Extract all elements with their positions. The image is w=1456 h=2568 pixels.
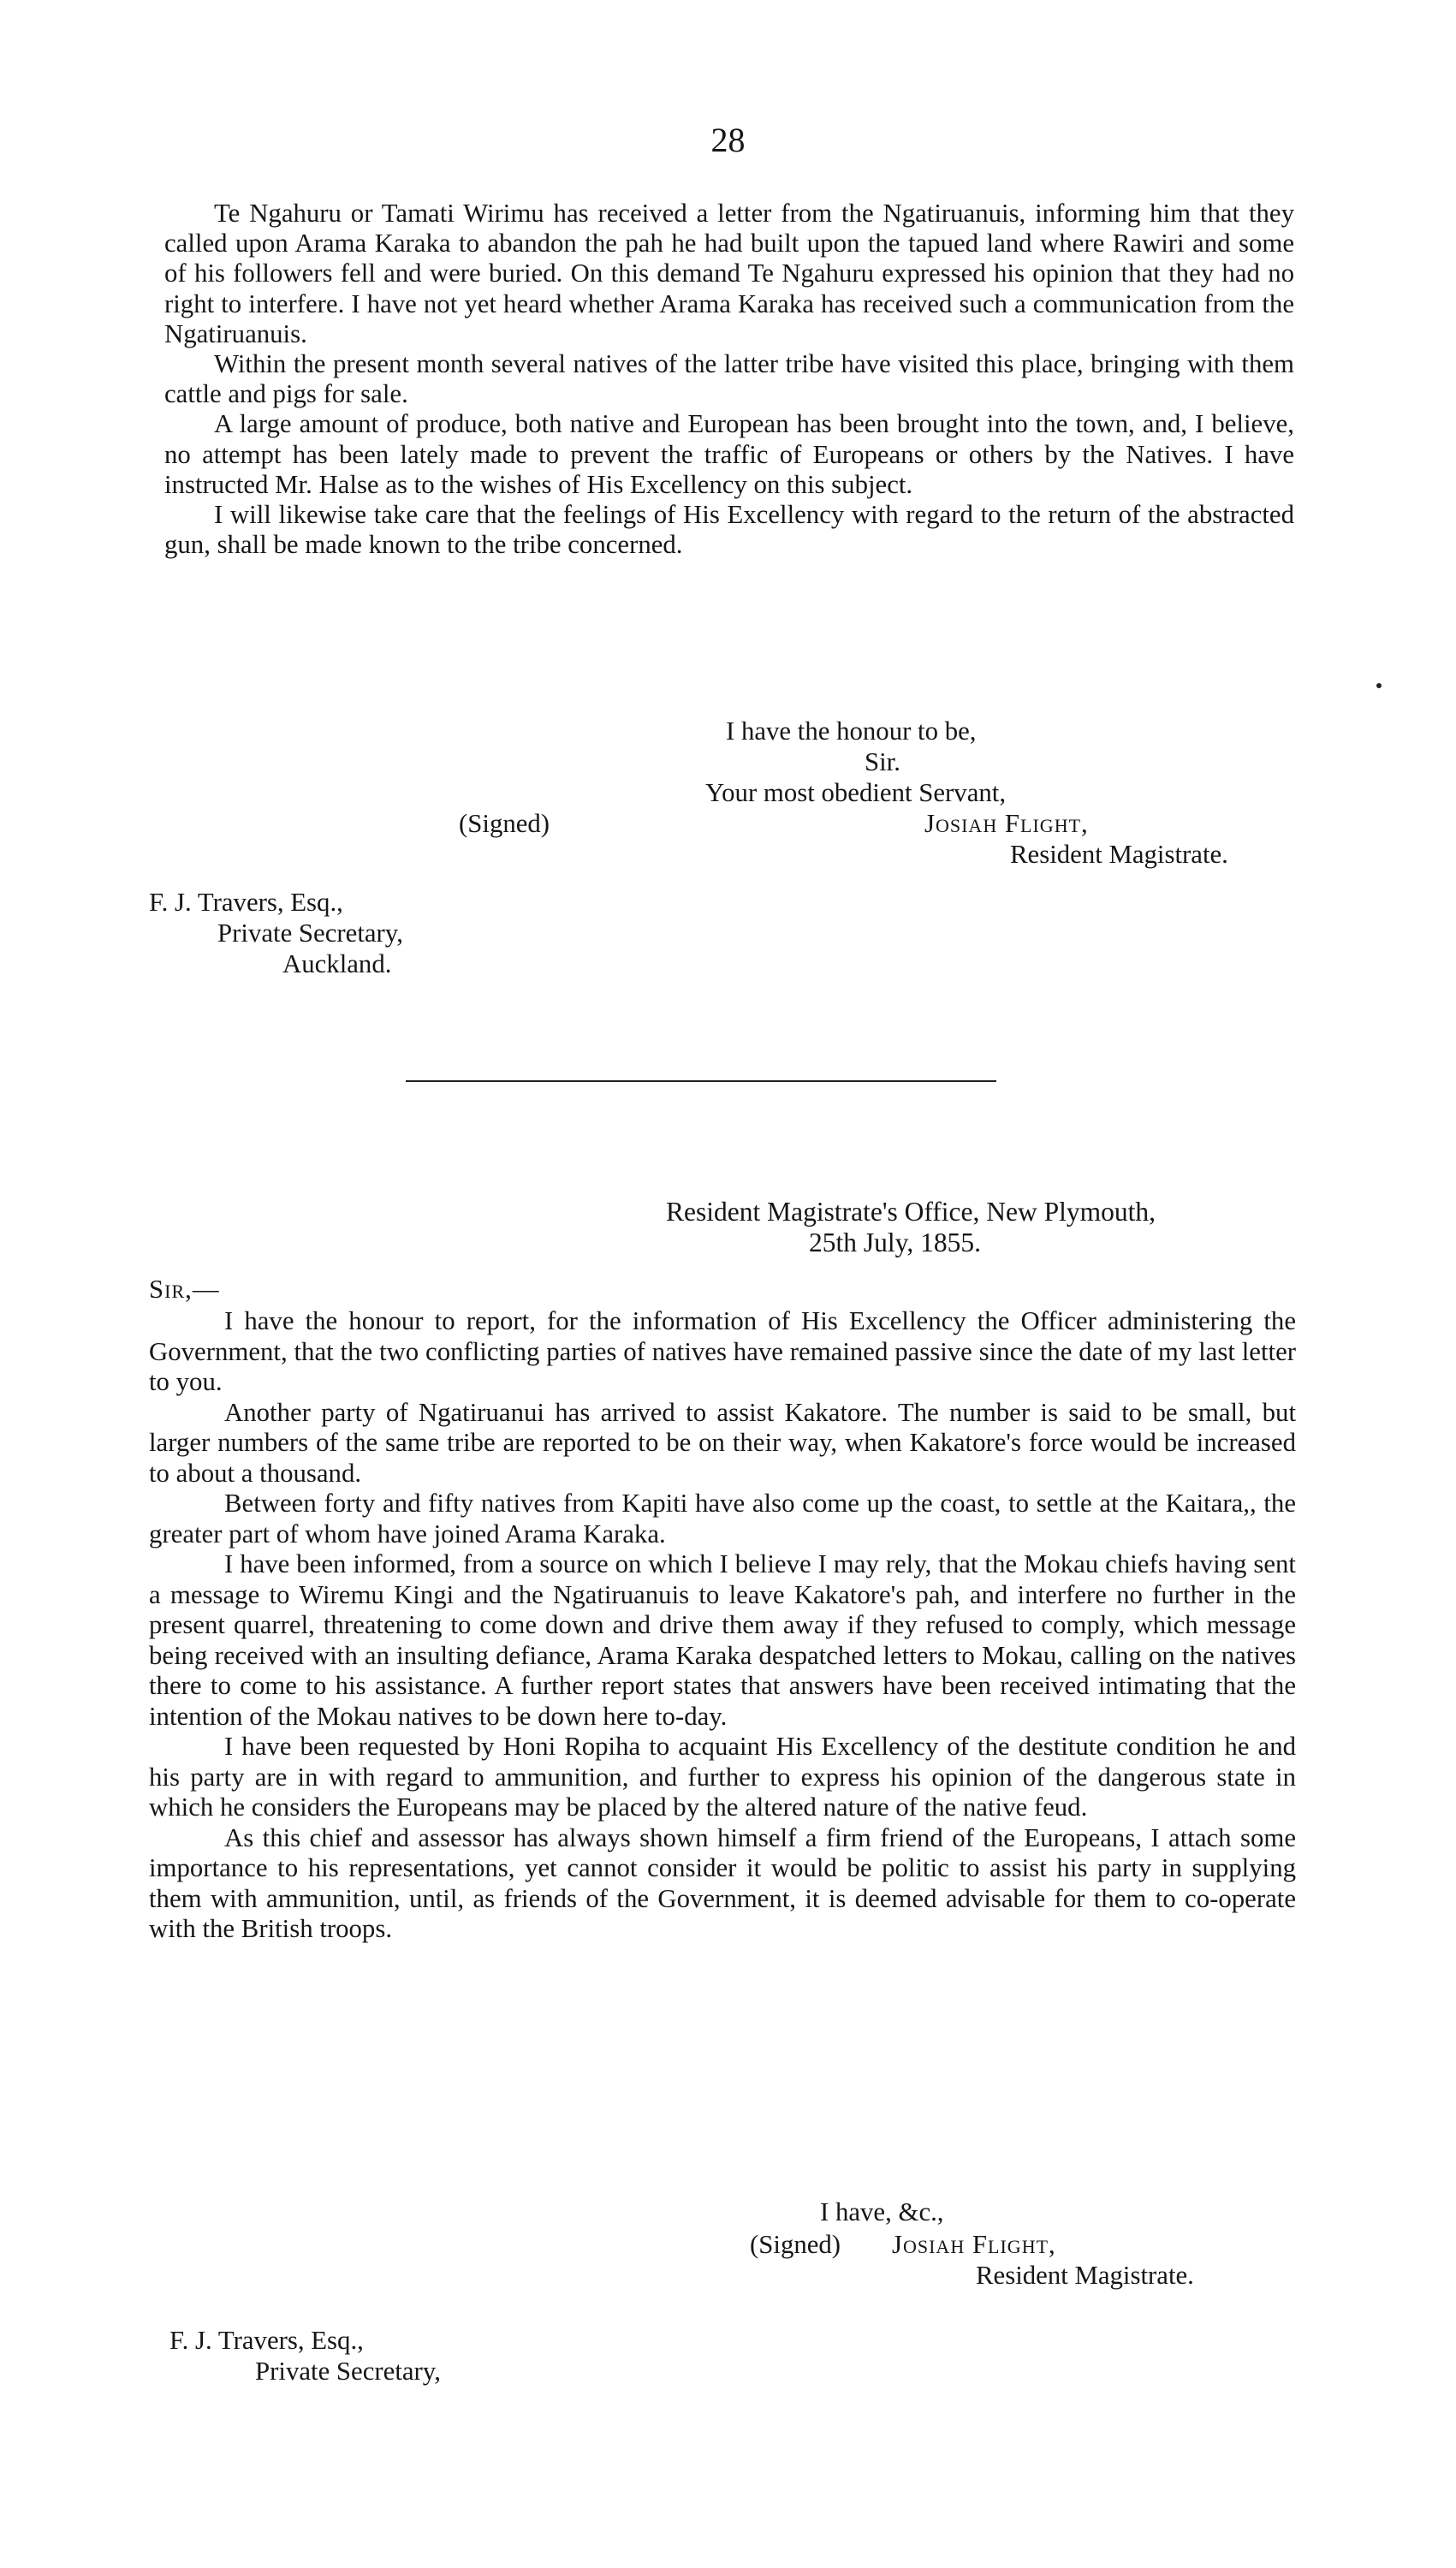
letter-two-paragraph: Another party of Ngatiruanui has arrived to assist Kakatore. The number is said to be small, but larger numbers of the same tribe are reported to be on their way, when Kakatore's force would be increased to about a thousand. [149, 1397, 1296, 1488]
letter-one-addressee-name: F. J. Travers, Esq., [149, 888, 343, 917]
letter-one-signatory: Josiah Flight, [924, 809, 1089, 838]
letter-one-paragraph: Te Ngahuru or Tamati Wirimu has received a letter from the Ngatiruanuis, informing him that they called upon Arama Karaka to abandon the pah he had built upon the tapued land where Rawiri and some of his followers fell and were buried. On this demand Te Ngahuru expressed his opinion that they had no right to interfere. I have not yet heard whether Arama Karaka has received such a communication from the Ngatiruanuis. [164, 199, 1294, 348]
letter-one-closing-sir: Sir. [865, 747, 900, 776]
section-divider [406, 1080, 996, 1082]
letter-one-paragraph: A large amount of produce, both native and European has been brought into the town, and, I believe, no attempt has been lately made to prevent the traffic of Europeans or others by the Natives. I have instructed Mr. Halse as to the wishes of His Excellency on this subject. [164, 409, 1294, 499]
letter-two-body [149, 1306, 1296, 1945]
letter-two-signatory: Josiah Flight, [892, 2230, 1056, 2259]
letter-two-closing: I have, &c., [820, 2197, 944, 2226]
letter-two-salutation: Sir,— [149, 1275, 220, 1304]
letter-two-paragraph: I have the honour to report, for the information of His Excellency the Officer administering the Government, that the two conflicting parties of natives have remained passive since the date of my last letter to you. [149, 1306, 1296, 1396]
page-number: 28 [710, 121, 746, 159]
letter-two-signed-label: (Signed) [750, 2230, 841, 2259]
letter-one-signed-label: (Signed) [459, 809, 550, 838]
letter-one-addressee-title: Private Secretary, [217, 918, 403, 948]
letter-two-addressee-name: F. J. Travers, Esq., [169, 2326, 364, 2355]
letter-one-paragraph: I will likewise take care that the feelings of His Excellency with regard to the return of the abstracted gun, shall be made known to the tribe concerned. [164, 500, 1294, 560]
letter-one-body [164, 199, 1294, 560]
letter-two-addressee-title: Private Secretary, [255, 2357, 441, 2386]
letter-one-addressee-place: Auckland. [282, 949, 392, 978]
letter-one-closing-line: I have the honour to be, [726, 716, 977, 746]
letter-two-paragraph: Between forty and fifty natives from Kapiti have also come up the coast, to settle at the Kaitara,, the greater part of whom have joined Arama Karaka. [149, 1489, 1296, 1549]
letter-one-closing-servant: Your most obedient Servant, [705, 778, 1007, 807]
letter-two-paragraph: I have been requested by Honi Ropiha to acquaint His Excellency of the destitute condition he and his party are in with regard to ammunition, and further to express his opinion of the dangerous state in which he considers the Europeans may be placed by the altered nature of the native feud. [149, 1732, 1296, 1822]
letter-two-heading-office: Resident Magistrate's Office, New Plymouth, [666, 1197, 1156, 1227]
print-speck [1376, 683, 1382, 688]
letter-two-paragraph: As this chief and assessor has always shown himself a firm friend of the Europeans, I attach some importance to his representations, yet cannot consider it would be politic to assist his party in supplying them with ammunition, until, as friends of the Government, it is deemed advisable for them to co-operate with the British troops. [149, 1822, 1296, 1943]
letter-one-signatory-title: Resident Magistrate. [1010, 840, 1228, 869]
letter-two-signatory-title: Resident Magistrate. [976, 2261, 1194, 2290]
letter-one-paragraph: Within the present month several natives of the latter tribe have visited this place, bringing with them cattle and pigs for sale. [164, 349, 1294, 409]
letter-two-paragraph: I have been informed, from a source on which I believe I may rely, that the Mokau chiefs having sent a message to Wiremu Kingi and the Ngatiruanuis to leave Kakatore's pah, and interfere no further in the present quarrel, threatening to come down and drive them away if they refused to comply, which message being received with an insulting defiance, Arama Karaka despatched letters to Mokau, calling on the natives there to come to his assistance. A further report states that answers have been received intimating that the intention of the Mokau natives to be down here to-day. [149, 1549, 1296, 1731]
letter-two-heading-date: 25th July, 1855. [809, 1228, 981, 1257]
